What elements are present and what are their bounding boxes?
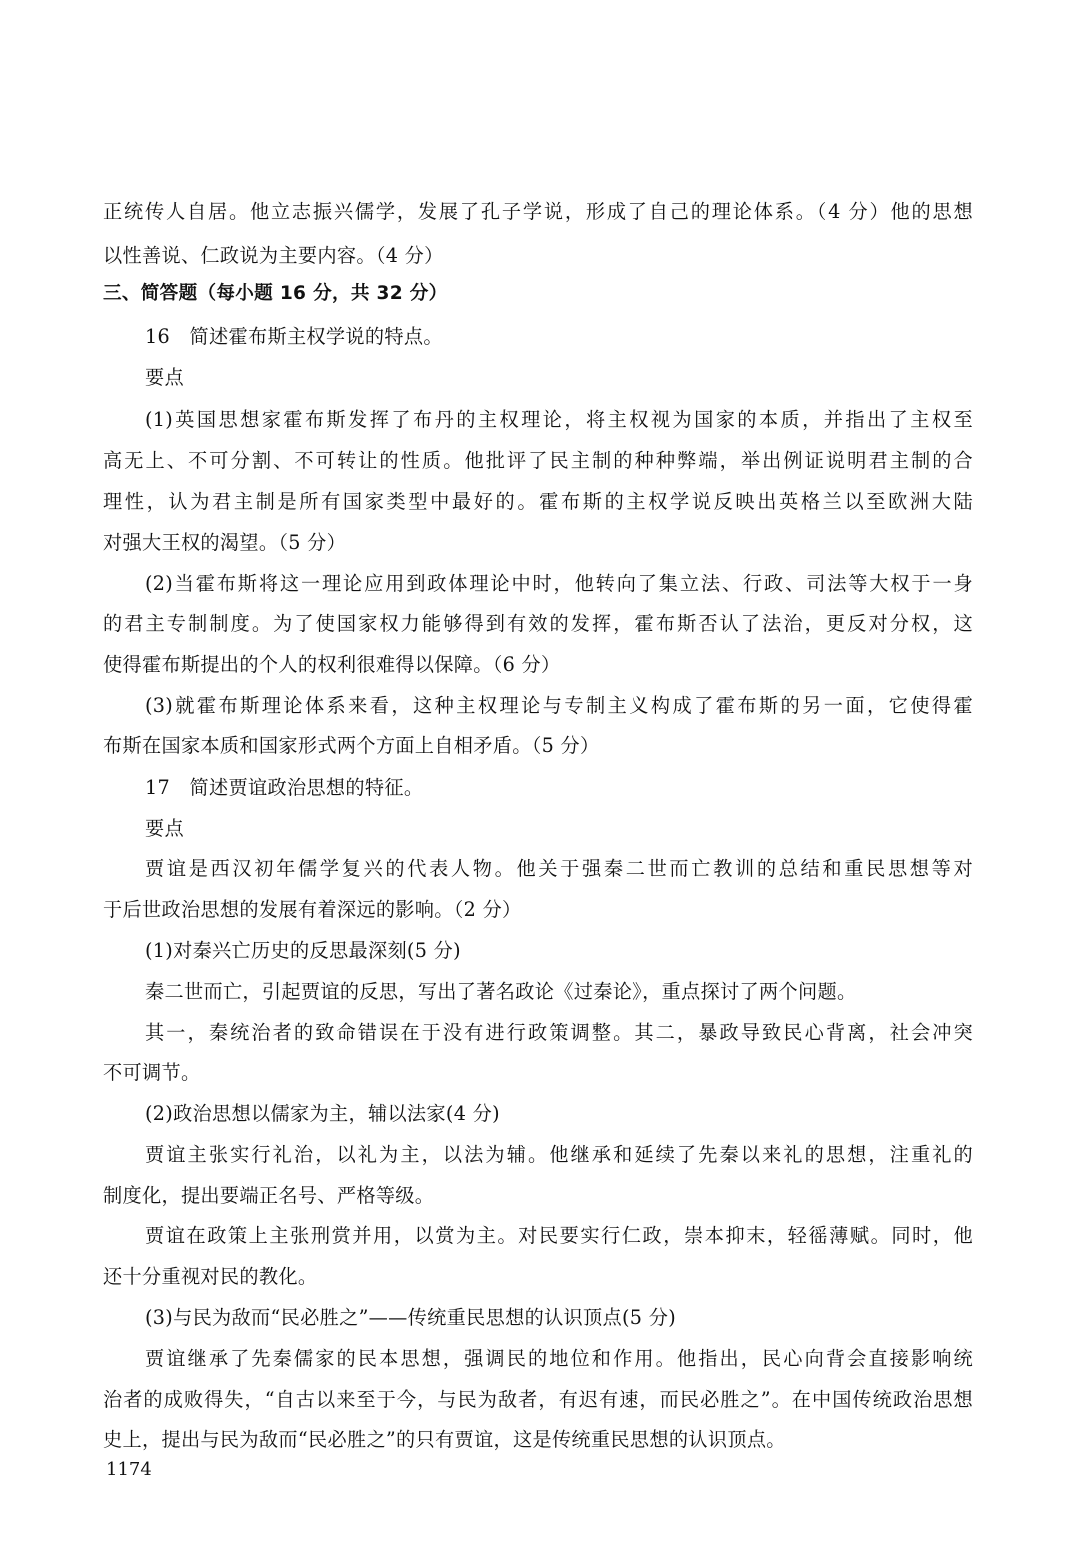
text-line: 贾谊主张实行礼治，以礼为主，以法为辅。他继承和延续了先秦以来礼的思想，注重礼的 [145, 1143, 973, 1166]
text-line: 于后世政治思想的发展有着深远的影响。（2 分） [103, 898, 522, 921]
text-line: 高无上、不可分割、不可转让的性质。他批评了民主制的种种弊端，举出例证说明君主制的合 [103, 449, 973, 472]
text-line: 不可调节。 [103, 1061, 201, 1084]
text-line: 的君主专制制度。为了使国家权力能够得到有效的发挥，霍布斯否认了法治，更反对分权，这 [103, 612, 973, 635]
text-line: (3)就霍布斯理论体系来看，这种主权理论与专制主义构成了霍布斯的另一面，它使得霍 [145, 694, 973, 717]
text-line: 以性善说、仁政说为主要内容。（4 分） [103, 244, 444, 267]
text-line: (1)英国思想家霍布斯发挥了布丹的主权理论，将主权视为国家的本质，并指出了主权至 [145, 408, 973, 431]
text-line: 理性，认为君主制是所有国家类型中最好的。霍布斯的主权学说反映出英格兰以至欧洲大陆 [103, 490, 973, 513]
text-line: (1)对秦兴亡历史的反思最深刻(5 分) [145, 939, 461, 962]
text-line: (2)当霍布斯将这一理论应用到政体理论中时，他转向了集立法、行政、司法等大权于一身 [145, 572, 973, 595]
text-line: 使得霍布斯提出的个人的权利很难得以保障。（6 分） [103, 653, 561, 676]
text-line: 对强大王权的渴望。（5 分） [103, 531, 347, 554]
text-line: 布斯在国家本质和国家形式两个方面上自相矛盾。（5 分） [103, 734, 600, 757]
key-points-label: 要点 [145, 366, 184, 389]
question-title: 16 简述霍布斯主权学说的特点。 [145, 325, 443, 348]
page-number: 1174 [106, 1459, 152, 1480]
key-points-label: 要点 [145, 817, 184, 840]
text-line: 还十分重视对民的教化。 [103, 1265, 318, 1288]
text-line: 贾谊是西汉初年儒学复兴的代表人物。他关于强秦二世而亡教训的总结和重民思想等对 [145, 857, 973, 880]
question-title: 17 简述贾谊政治思想的特征。 [145, 776, 424, 799]
text-line: 其一，秦统治者的致命错误在于没有进行政策调整。其二，暴政导致民心背离，社会冲突 [145, 1021, 973, 1044]
text-line: 正统传人自居。他立志振兴儒学，发展了孔子学说，形成了自己的理论体系。（4 分）他的思想 [103, 200, 973, 223]
text-line: 制度化，提出要端正名号、严格等级。 [103, 1184, 435, 1207]
text-line: 史上，提出与民为敌而“民必胜之”的只有贾谊，这是传统重民思想的认识顶点。 [103, 1428, 786, 1451]
section-heading: 三、简答题（每小题 16 分，共 32 分） [103, 283, 448, 304]
text-line: 贾谊继承了先秦儒家的民本思想，强调民的地位和作用。他指出，民心向背会直接影响统 [145, 1347, 973, 1370]
text-line: (3)与民为敌而“民必胜之”——传统重民思想的认识顶点(5 分) [145, 1306, 676, 1329]
text-line: 贾谊在政策上主张刑赏并用，以赏为主。对民要实行仁政，崇本抑末，轻徭薄赋。同时，他 [145, 1224, 973, 1247]
text-line: 秦二世而亡，引起贾谊的反思，写出了著名政论《过秦论》，重点探讨了两个问题。 [145, 980, 857, 1003]
text-line: 治者的成败得失，“自古以来至于今，与民为敌者，有迟有速，而民必胜之”。在中国传统政治思想 [103, 1388, 973, 1411]
text-line: (2)政治思想以儒家为主，辅以法家(4 分) [145, 1102, 500, 1125]
